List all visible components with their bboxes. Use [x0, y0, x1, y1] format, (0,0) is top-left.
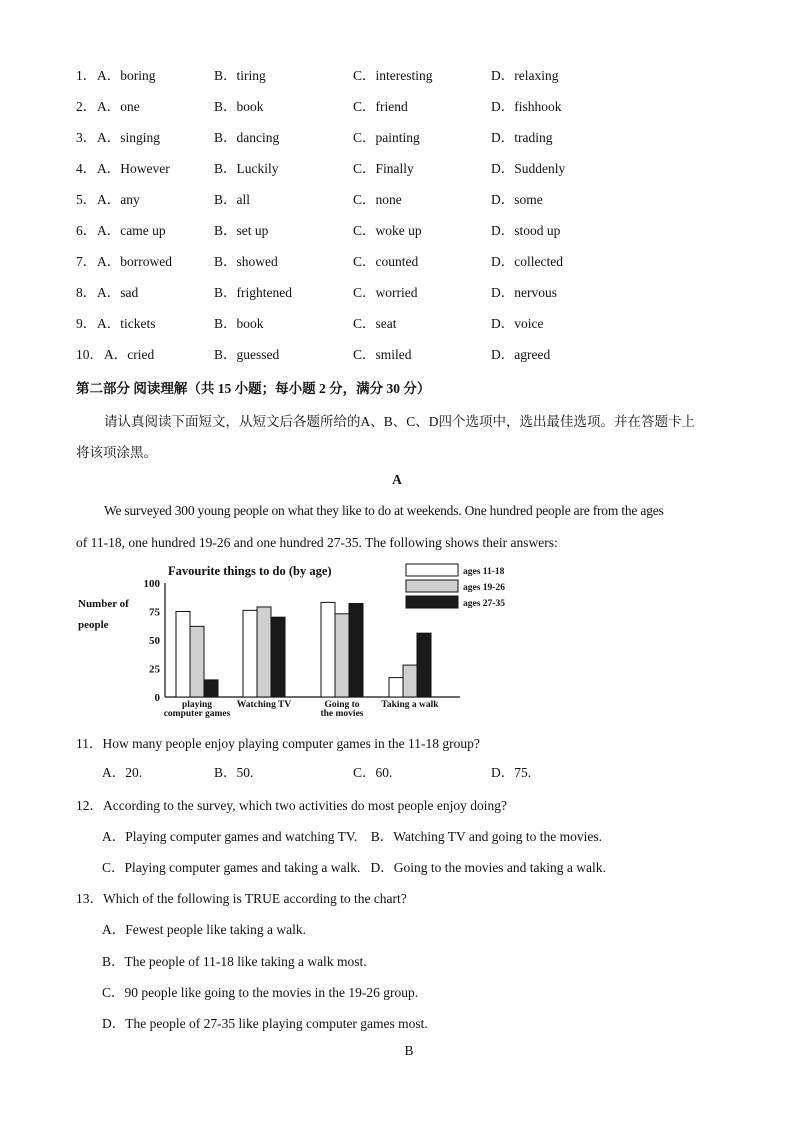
bar: [243, 610, 257, 697]
passage-b-label: B: [404, 1043, 414, 1058]
q11-stem: 11．How many people enjoy playing computer games in the 11-18 group?: [76, 736, 480, 751]
option-a: A．came up: [97, 223, 166, 238]
question-number: 2．: [76, 99, 97, 114]
y-axis-label-line2: people: [78, 619, 109, 631]
option-b: B．set up: [214, 223, 269, 238]
option-c: C．none: [353, 192, 402, 207]
bar: [271, 617, 285, 697]
option-d: D．relaxing: [491, 68, 559, 83]
chart-title: Favourite things to do (by age): [168, 564, 332, 578]
question-number: 3．: [76, 130, 97, 145]
option-a: A．one: [97, 99, 140, 114]
option-a: A．boring: [97, 68, 156, 83]
option-d: D．stood up: [491, 223, 561, 238]
x-tick-label: Going to: [324, 700, 360, 710]
y-axis-label-line1: Number of: [78, 598, 129, 610]
option-row: [0, 252, 794, 272]
option-b: B．showed: [214, 254, 278, 269]
y-tick-label: 100: [143, 578, 160, 590]
question-number: 7．: [76, 254, 97, 269]
legend-swatch: [406, 564, 458, 576]
option-row: [0, 221, 794, 241]
y-tick-label: 25: [149, 663, 160, 676]
option-b: B．Luckily: [214, 161, 279, 176]
q11-option-c: C．60.: [353, 765, 393, 780]
option-d: D．trading: [491, 130, 553, 145]
instruction-line2: 将该项涂黑。: [76, 445, 157, 460]
bar: [190, 626, 204, 697]
q11-options: [0, 763, 794, 783]
option-row: [0, 345, 794, 365]
q11-option-d: D．75.: [491, 765, 532, 780]
passage-a-label: A: [392, 472, 402, 487]
legend-swatch: [406, 596, 458, 608]
option-a: A．borrowed: [97, 254, 172, 269]
q11-option-a: A．20.: [102, 765, 143, 780]
option-d: D．some: [491, 192, 543, 207]
option-c: C．woke up: [353, 223, 422, 238]
instruction-line1: 请认真阅读下面短文，从短文后各题所给的A、B、C、D四个选项中，选出最佳选项。并在答题卡上: [104, 414, 696, 429]
q12-stem: 12．According to the survey, which two activities do most people enjoy doing?: [76, 798, 508, 813]
option-c: C．friend: [353, 99, 408, 114]
q13-stem: 13．Which of the following is TRUE according to the chart?: [76, 891, 407, 906]
option-b: B．dancing: [214, 130, 280, 145]
option-d: D．agreed: [491, 347, 551, 362]
legend-label: ages 11-18: [463, 567, 505, 577]
q13-option-d: D．The people of 27-35 like playing computer games most.: [102, 1016, 428, 1031]
bar: [417, 633, 431, 697]
bar: [389, 678, 403, 697]
bar: [349, 604, 363, 697]
bar: [403, 665, 417, 697]
y-tick-label: 50: [149, 635, 160, 647]
option-row: [0, 159, 794, 179]
option-c: C．Finally: [353, 161, 414, 176]
q13-option-b: B．The people of 11-18 like taking a walk most.: [102, 954, 367, 969]
option-d: D．nervous: [491, 285, 557, 300]
option-a: A．any: [97, 192, 140, 207]
option-d: D．collected: [491, 254, 563, 269]
bar: [335, 614, 349, 697]
option-a: A．However: [97, 161, 170, 176]
question-number: 6．: [76, 223, 97, 238]
option-c: C．worried: [353, 285, 418, 300]
bar: [204, 680, 218, 697]
option-row: [0, 66, 794, 86]
passage-a-line2: of 11-18, one hundred 19-26 and one hundred 27-35. The following shows their answers:: [76, 535, 558, 550]
option-row: [0, 97, 794, 117]
option-b: B．tiring: [214, 68, 266, 83]
option-d: D．Suddenly: [491, 161, 566, 176]
x-tick-label: Taking a walk: [381, 700, 439, 710]
passage-a-line1: We surveyed 300 young people on what they like to do at weekends. One hundred people are from the ages: [104, 503, 664, 518]
option-row: [0, 190, 794, 210]
option-b: B．book: [214, 99, 264, 114]
option-d: D．fishhook: [491, 99, 562, 114]
x-tick-label: the movies: [320, 709, 364, 719]
option-c: C．counted: [353, 254, 419, 269]
option-c: C．seat: [353, 316, 397, 331]
option-b: B．all: [214, 192, 250, 207]
option-c: C．smiled: [353, 347, 412, 362]
legend-swatch: [406, 580, 458, 592]
bar: [321, 602, 335, 697]
bar: [176, 612, 190, 698]
question-number: 4．: [76, 161, 97, 176]
q13-option-c: C．90 people like going to the movies in the 19-26 group.: [102, 985, 419, 1000]
legend-label: ages 19-26: [463, 583, 505, 593]
option-b: B．frightened: [214, 285, 292, 300]
section2-heading: 第二部分 阅读理解（共 15 小题；每小题 2 分，满分 30 分）: [76, 381, 431, 396]
option-a: A．tickets: [97, 316, 156, 331]
option-d: D．voice: [491, 316, 544, 331]
question-number: 8．: [76, 285, 97, 300]
bar: [257, 607, 271, 697]
legend-label: ages 27-35: [463, 599, 505, 609]
bar-chart: [70, 556, 530, 724]
option-c: C．interesting: [353, 68, 433, 83]
option-row: [0, 314, 794, 334]
option-a: A．singing: [97, 130, 161, 145]
q11-option-b: B．50.: [214, 765, 254, 780]
question-number: 1．: [76, 68, 97, 83]
x-tick-label: Watching TV: [236, 700, 292, 710]
option-b: B．book: [214, 316, 264, 331]
y-tick-label: 0: [154, 692, 160, 704]
x-tick-label: computer games: [163, 709, 231, 719]
option-a: A．sad: [97, 285, 139, 300]
q13-option-a: A．Fewest people like taking a walk.: [102, 922, 306, 937]
q12-options-line1: A．Playing computer games and watching TV. B．Watching TV and going to the movies.: [102, 829, 602, 844]
option-row: [0, 283, 794, 303]
y-tick-label: 75: [149, 606, 160, 619]
question-number: 5．: [76, 192, 97, 207]
question-number: 9．: [76, 316, 97, 331]
option-b: B．guessed: [214, 347, 280, 362]
x-tick-label: playing: [181, 700, 213, 710]
option-a: A．cried: [104, 347, 155, 362]
question-number: 10．: [76, 347, 103, 362]
q12-options-line2: C．Playing computer games and taking a walk. D．Going to the movies and taking a walk.: [102, 860, 606, 875]
option-row: [0, 128, 794, 148]
option-c: C．painting: [353, 130, 420, 145]
